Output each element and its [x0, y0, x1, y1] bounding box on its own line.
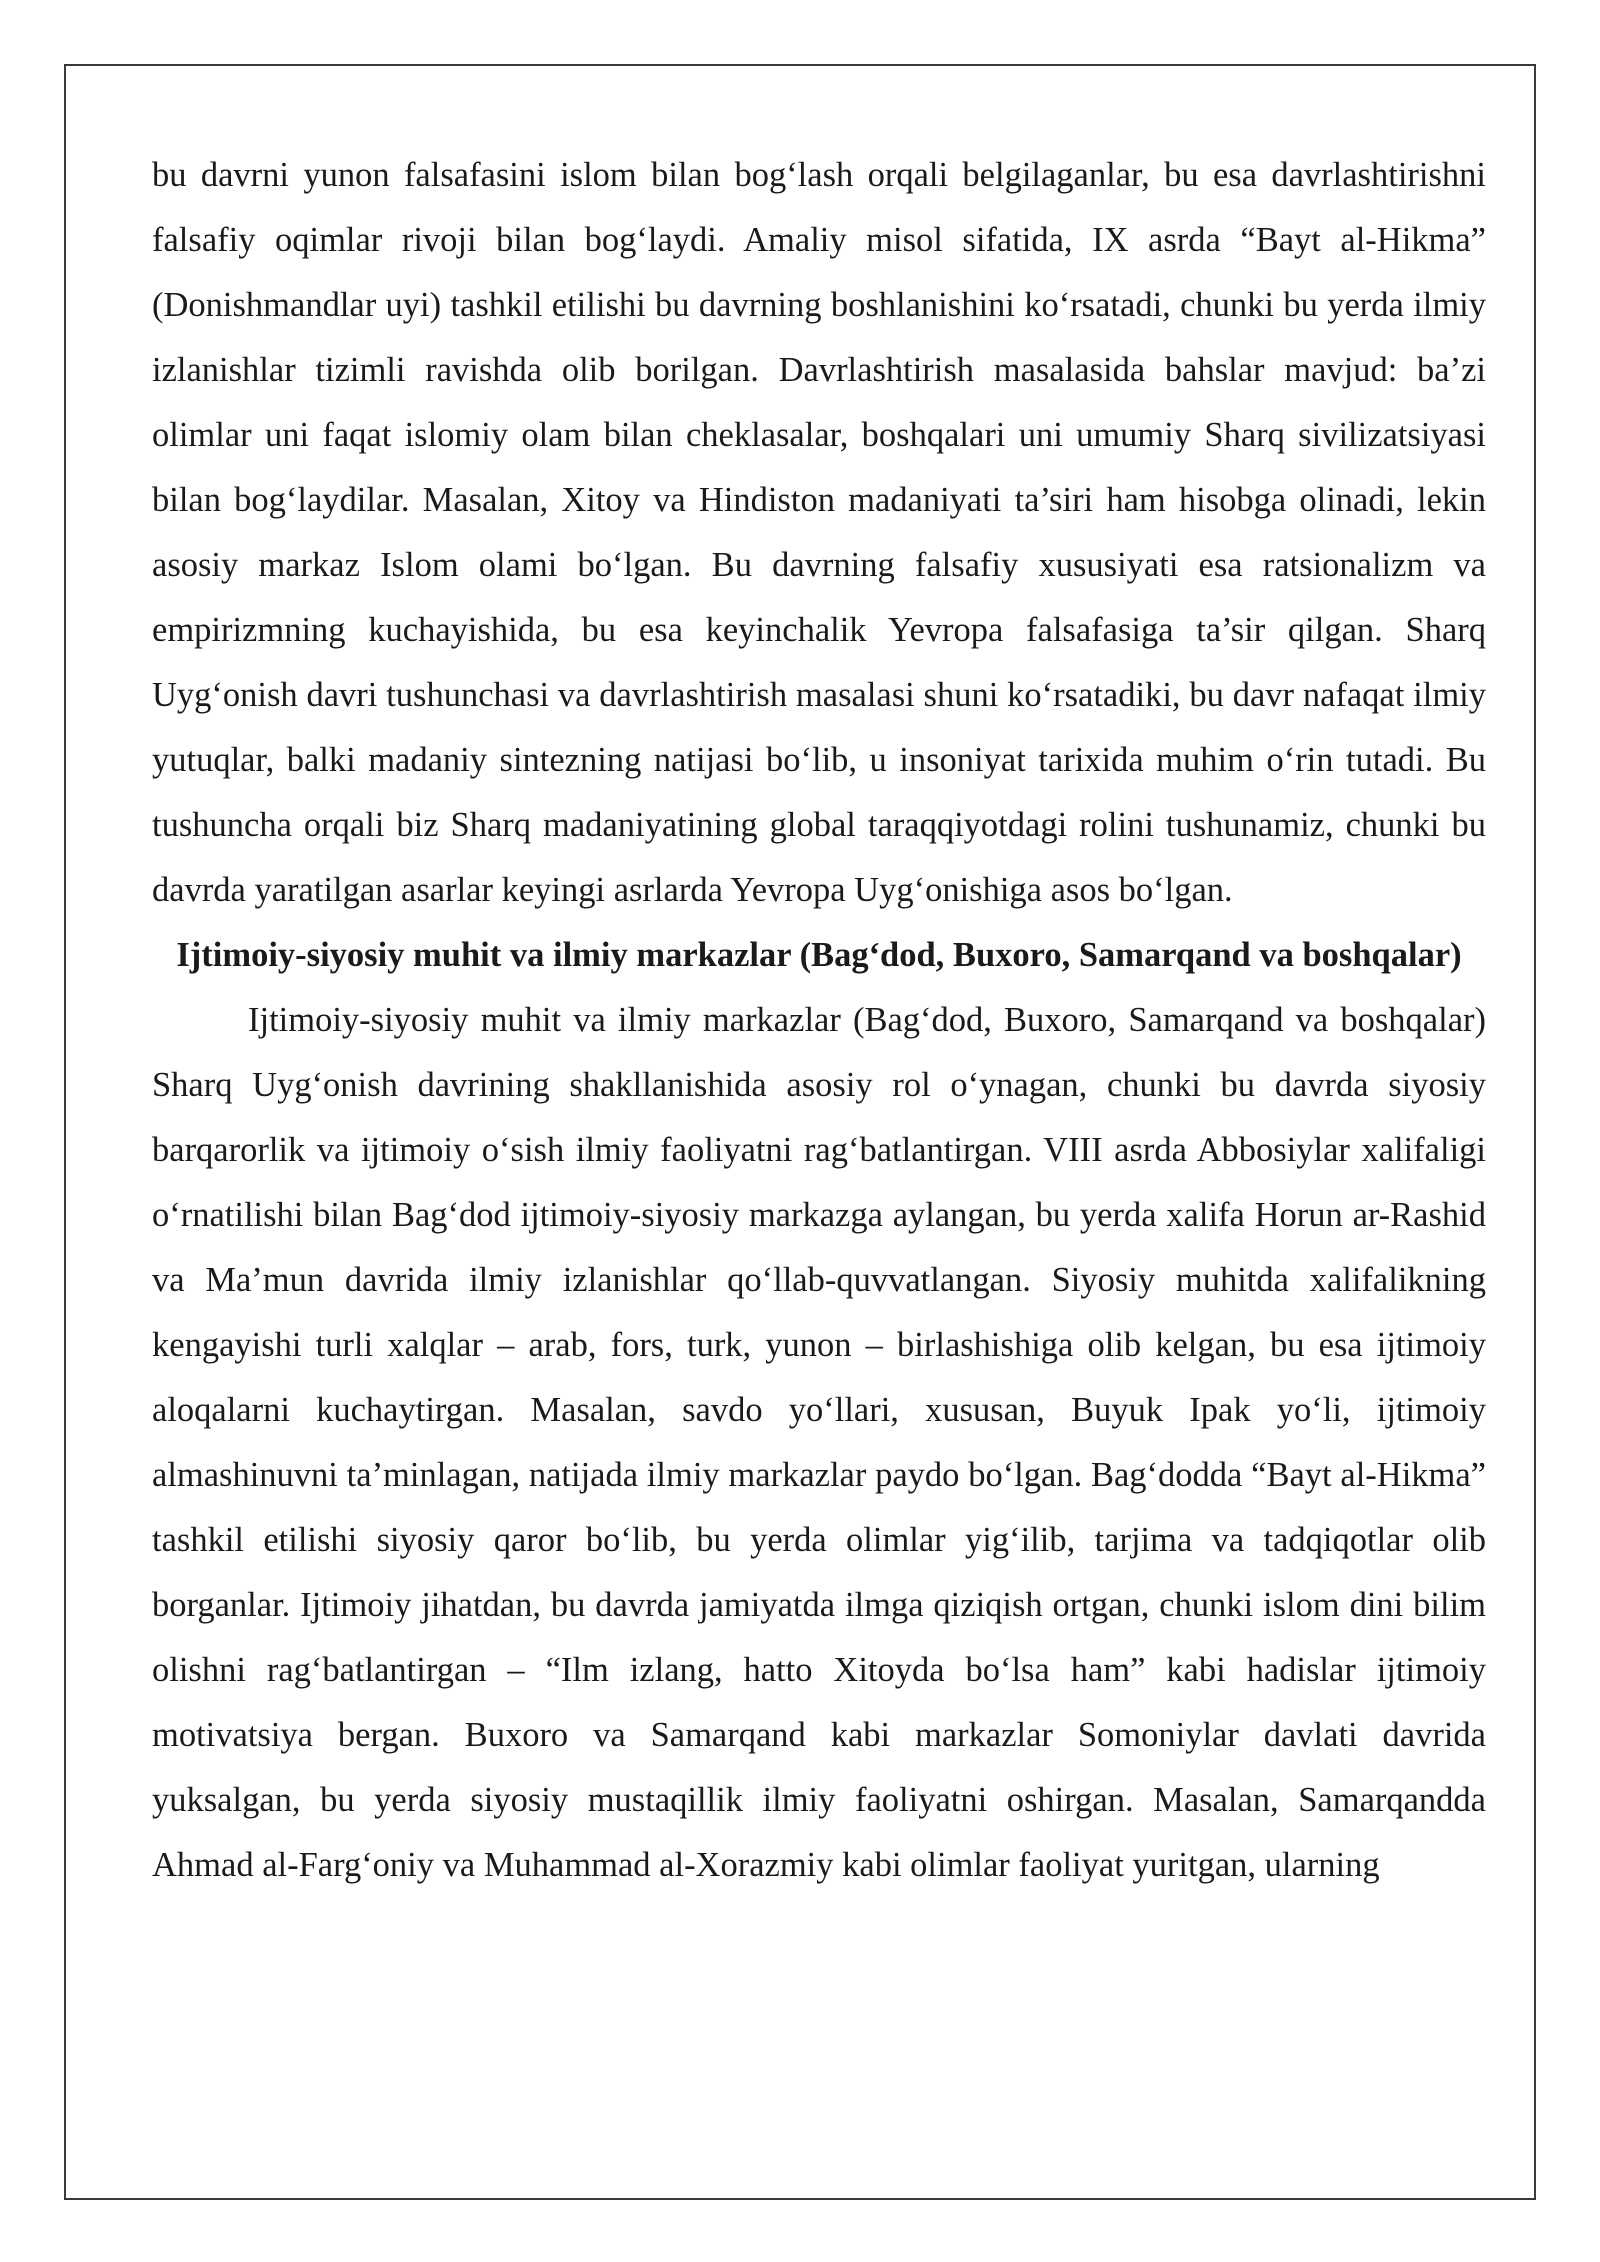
section-heading: Ijtimoiy-siyosiy muhit va ilmiy markazlar (Bag‘dod, Buxoro, Samarqand va boshqalar): [176, 936, 1462, 974]
section-paragraph: Ijtimoiy-siyosiy muhit va ilmiy markazlar (Bag‘dod, Buxoro, Samarqand va boshqalar) Sharq Uyg‘onish davrining shakllanishida asosiy rol o‘ynagan, chunki bu davrda siyosiy barqarorlik va ijtimoiy o‘sish ilmiy faoliyatni rag‘batlantirgan. VIII asrda Abbosiylar xalifaligi o‘rnatilishi bilan Bag‘dod ijtimoiy-siyosiy markazga aylangan, bu yerda xalifa Horun ar-Rashid va Ma’mun davrida ilmiy izlanishlar qo‘llab-quvvatlangan. Siyosiy muhitda xalifalikning kengayishi turli xalqlar – arab, fors, turk, yunon – birlashishiga olib kelgan, bu esa ijtimoiy aloqalarni kuchaytirgan. Masalan, savdo yo‘llari, xususan, Buyuk Ipak yo‘li, ijtimoiy almashinuvni ta’minlagan, natijada ilmiy markazlar paydo bo‘lgan. Bag‘dodda “Bayt al-Hikma” tashkil etilishi siyosiy qaror bo‘lib, bu yerda olimlar yig‘ilib, tarjima va tadqiqotlar olib borganlar. Ijtimoiy jihatdan, bu davrda jamiyatda ilmga qiziqish ortgan, chunki islom dini bilim olishni rag‘batlantirgan – “Ilm izlang, hatto Xitoyda bo‘lsa ham” kabi hadislar ijtimoiy motivatsiya bergan. Buxoro va Samarqand kabi markazlar Somoniylar davlati davrida yuksalgan, bu yerda siyosiy mustaqillik ilmiy faoliyatni oshirgan. Masalan, Samarqandda Ahmad al-Farg‘oniy va Muhammad al-Xorazmiy kabi olimlar faoliyat yuritgan, ularning: [152, 1001, 1486, 1884]
paragraph-continuation: bu davrni yunon falsafasini islom bilan bog‘lash orqali belgilaganlar, bu esa davrlashtirishni falsafiy oqimlar rivoji bilan bog‘laydi. Amaliy misol sifatida, IX asrda “Bayt al-Hikma” (Donishmandlar uyi) tashkil etilishi bu davrning boshlanishini ko‘rsatadi, chunki bu yerda ilmiy izlanishlar tizimli ravishda olib borilgan. Davrlashtirish masalasida bahslar mavjud: ba’zi olimlar uni faqat islomiy olam bilan cheklasalar, boshqalari uni umumiy Sharq sivilizatsiyasi bilan bog‘laydilar. Masalan, Xitoy va Hindiston madaniyati ta’siri ham hisobga olinadi, lekin asosiy markaz Islom olami bo‘lgan. Bu davrning falsafiy xususiyati esa ratsionalizm va empirizmning kuchayishida, bu esa keyinchalik Yevropa falsafasiga ta’sir qilgan. Sharq Uyg‘onish davri tushunchasi va davrlashtirish masalasi shuni ko‘rsatadiki, bu davr nafaqat ilmiy yutuqlar, balki madaniy sintezning natijasi bo‘lib, u insoniyat tarixida muhim o‘rin tutadi. Bu tushuncha orqali biz Sharq madaniyatining global taraqqiyotdagi rolini tushunamiz, chunki bu davrda yaratilgan asarlar keyingi asrlarda Yevropa Uyg‘onishiga asos bo‘lgan.: [152, 156, 1486, 909]
document-body: [152, 143, 1486, 1898]
